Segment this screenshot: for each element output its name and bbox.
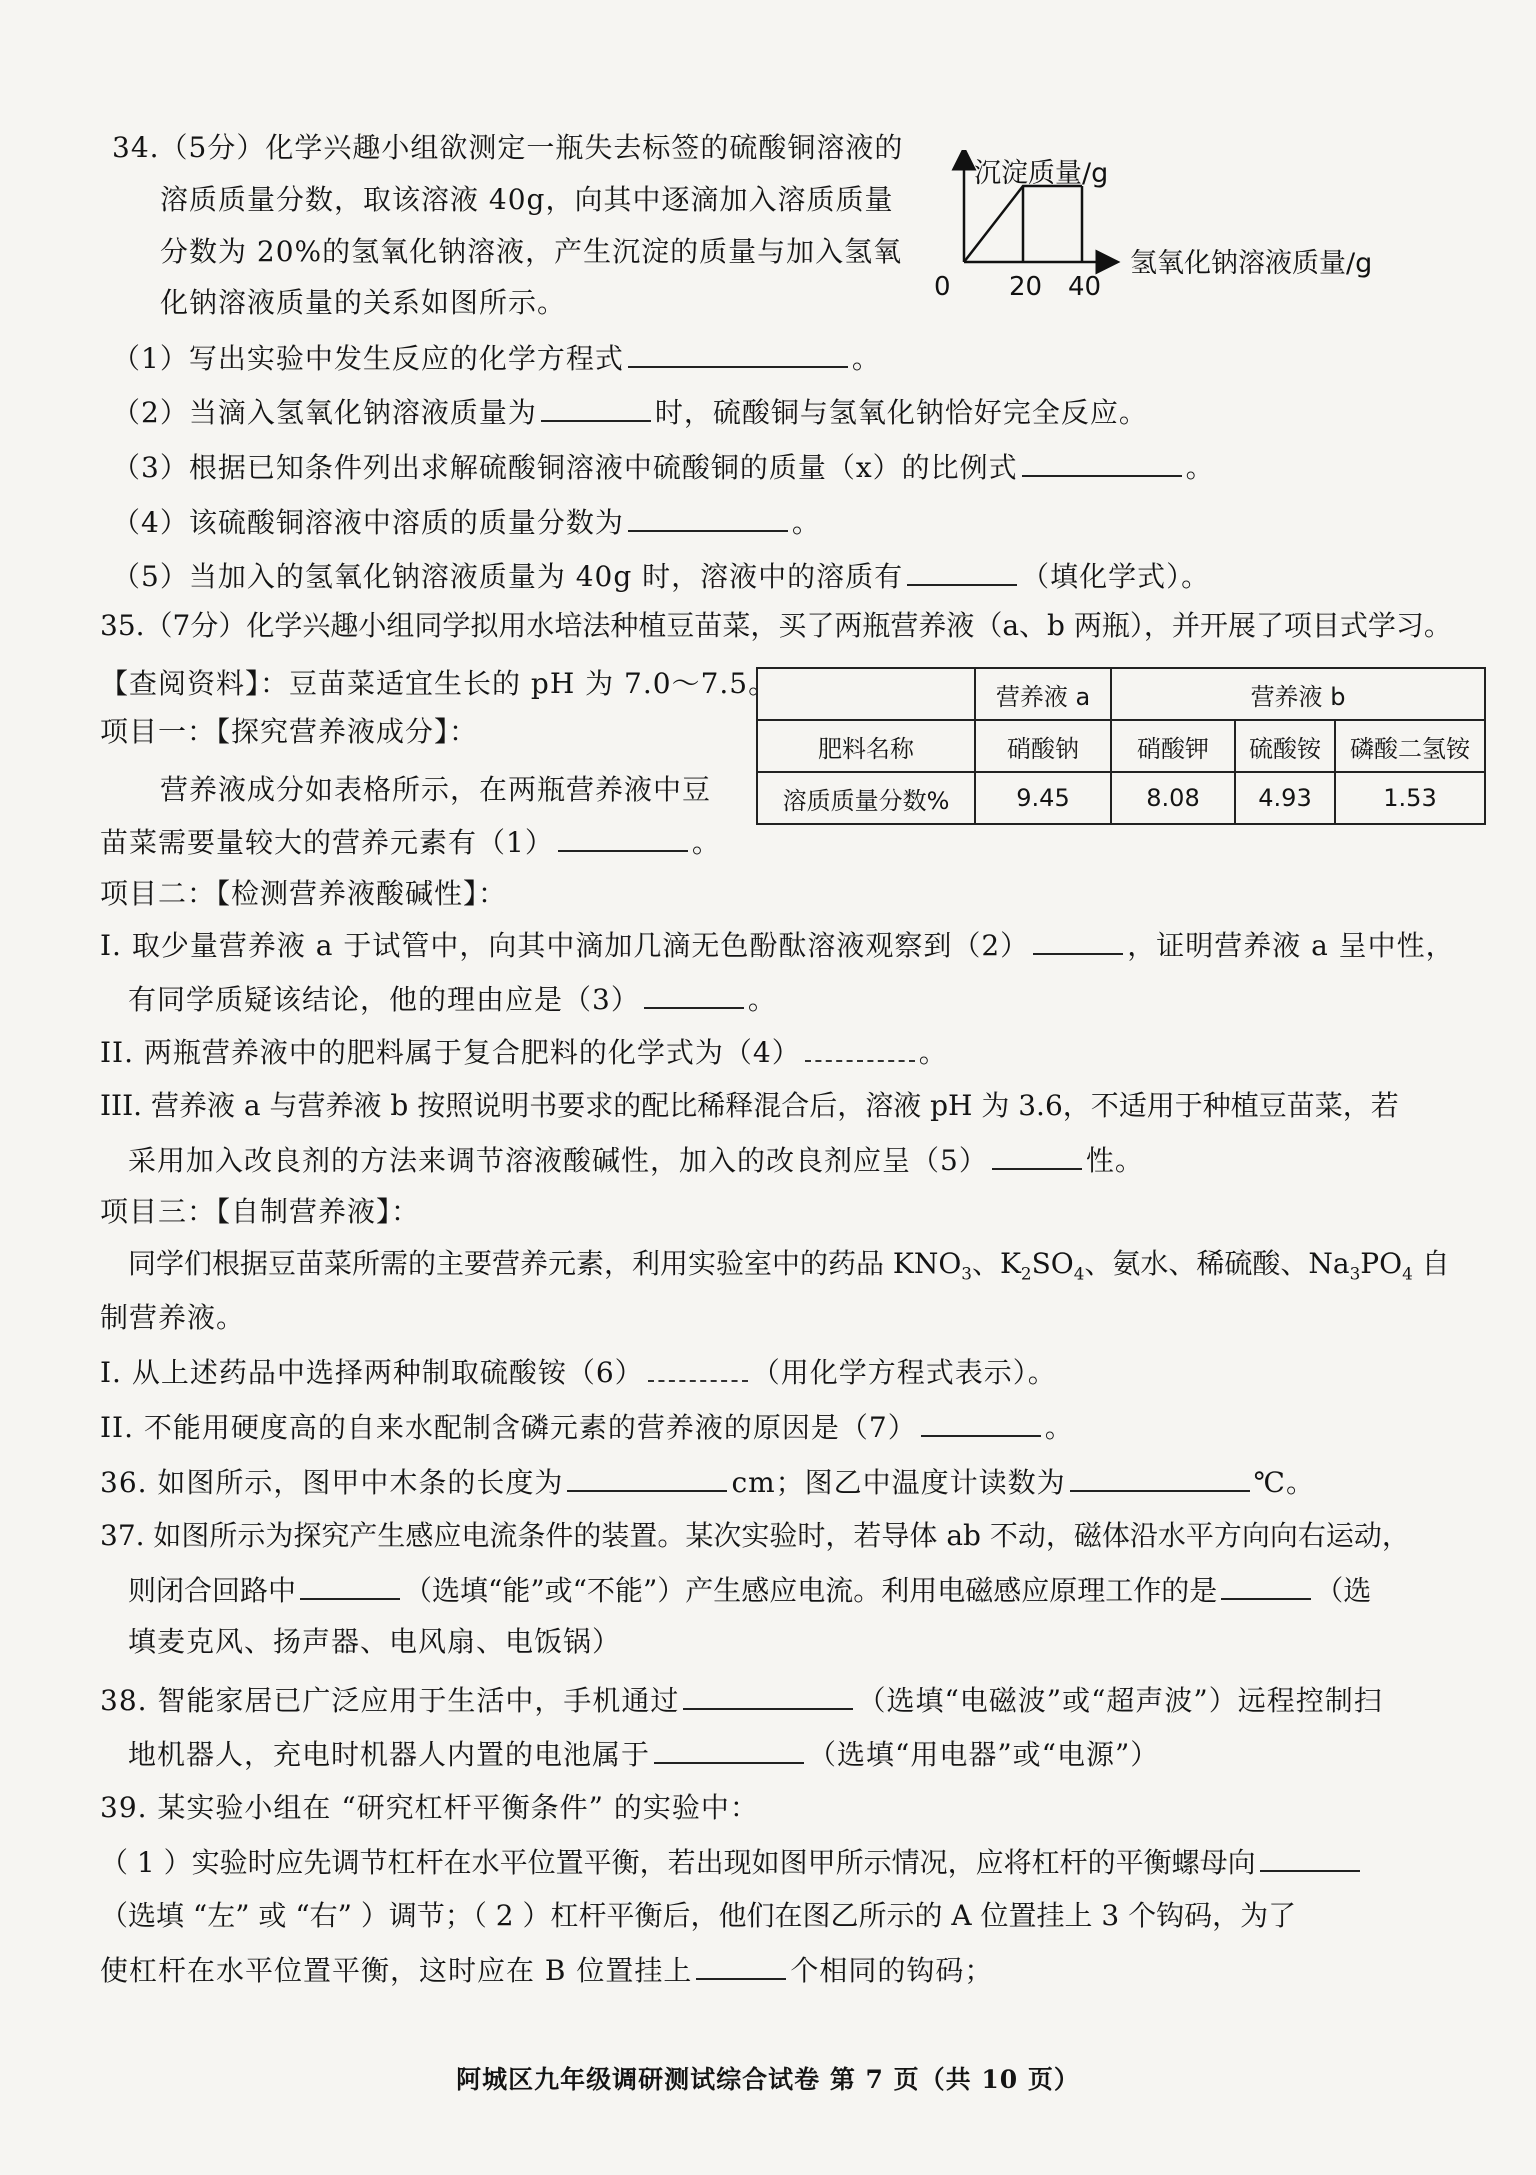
chart-x-tick-label: 20: [1009, 272, 1043, 302]
q35-line-1: 35.（7分）化学兴趣小组同学拟用水培法种植豆苗菜，买了两瓶营养液（a、b 两瓶），并开展了项目式学习。: [100, 609, 1452, 642]
q35-project-2-iii: III. 营养液 a 与营养液 b 按照说明书要求的配比稀释混合后，溶液 pH 为 3.6，不适用于种植豆苗菜，若: [100, 1089, 1399, 1122]
table-cell: 磷酸二氢铵: [1335, 720, 1485, 772]
table-row: [757, 772, 1485, 824]
q35-project-3-title: 项目三：【自制营养液】：: [100, 1195, 421, 1228]
q35-project-2-ii: II. 两瓶营养液中的肥料属于复合肥料的化学式为（4） 。: [100, 1032, 948, 1073]
q39-blank-1: [1260, 1842, 1360, 1872]
q39-line-4: 使杠杆在水平位置平衡，这时应在 B 位置挂上 个相同的钩码；: [100, 1950, 993, 1991]
q38-line-2: 地机器人，充电时机器人内置的电池属于 （选填“用电器”或“电源”）: [128, 1734, 1159, 1775]
q38-line-1: 38. 智能家居已广泛应用于生活中，手机通过 （选填“电磁波”或“超声波”）远程控制扫: [100, 1680, 1383, 1721]
q34-sub-2: （2）当滴入氢氧化钠溶液质量为 时，硫酸铜与氢氧化钠恰好完全反应。: [112, 392, 1148, 433]
q35-project-3-line-1: 同学们根据豆苗菜所需的主要营养元素，利用实验室中的药品 $KNO_3$、$K_2SO_4$、氨水、稀硫酸、$Na_3PO_4$ 自: [128, 1247, 1450, 1284]
q39-line-3: （选填 “左” 或 “右” ）调节；（ 2 ）杠杆平衡后，他们在图乙所示的 A 位置挂上 3 个钩码，为了: [100, 1899, 1297, 1932]
q37-line-1: 37. 如图所示为探究产生感应电流条件的装置。某次实验时，若导体 ab 不动，磁体沿水平方向向右运动，: [100, 1519, 1410, 1552]
q36-blank-1: [567, 1462, 727, 1492]
q35-blank-2: [1033, 925, 1123, 955]
q34-sub-5: （5）当加入的氢氧化钠溶液质量为 40g 时，溶液中的溶质有 （填化学式）。: [112, 556, 1210, 597]
precipitate-chart: [930, 150, 1410, 310]
q34-blank-2: [541, 392, 651, 422]
table-cell: 1.53: [1335, 772, 1485, 824]
q35-project-1-line-1: 营养液成分如表格所示，在两瓶营养液中豆: [160, 773, 712, 806]
table-cell: 9.45: [975, 772, 1111, 824]
q35-blank-3: [644, 979, 744, 1009]
q39-line-2: （ 1 ）实验时应先调节杠杆在水平位置平衡，若出现如图甲所示情况，应将杠杆的平衡螺母向: [100, 1842, 1364, 1883]
q34-blank-4: [628, 502, 788, 532]
q35-project-3-ii: II. 不能用硬度高的自来水配制含磷元素的营养液的原因是（7） 。: [100, 1407, 1074, 1448]
q35-project-2-iii-cont: 采用加入改良剂的方法来调节溶液酸碱性，加入的改良剂应呈（5） 性。: [128, 1140, 1144, 1181]
q34-blank-5: [907, 556, 1017, 586]
q38-blank-1: [683, 1680, 853, 1710]
q37-line-3: 填麦克风、扬声器、电风扇、电饭锅）: [128, 1625, 622, 1658]
q39-blank-2: [696, 1950, 786, 1980]
q35-project-1-line-2: 苗菜需要量较大的营养元素有（1） 。: [100, 822, 721, 863]
q35-reference: 【查阅资料】：豆苗菜适宜生长的 pH 为 7.0～7.5。: [100, 667, 778, 700]
q34-sub-3: （3）根据已知条件列出求解硫酸铜溶液中硫酸铜的质量（x）的比例式 。: [112, 447, 1215, 488]
q35-blank-1: [558, 822, 688, 852]
table-cell: 硝酸钾: [1111, 720, 1235, 772]
q37-blank-2: [1221, 1570, 1311, 1600]
q35-blank-7: [921, 1407, 1041, 1437]
q34-line-2: 溶质质量分数，取该溶液 40g，向其中逐滴加入溶质质量: [160, 183, 894, 216]
page-footer: 阿城区九年级调研测试综合试卷 第 7 页（共 10 页）: [456, 2065, 1080, 2094]
q37-blank-1: [300, 1570, 400, 1600]
q38-blank-2: [654, 1734, 804, 1764]
q37-line-2: 则闭合回路中 （选填“能”或“不能”）产生感应电流。利用电磁感应原理工作的是 （选: [128, 1570, 1371, 1611]
table-row: [757, 668, 1485, 720]
q34-line-3: 分数为 20%的氢氧化钠溶液，产生沉淀的质量与加入氢氧: [160, 235, 903, 268]
q35-project-2-i-cont: 有同学质疑该结论，他的理由应是（3） 。: [128, 979, 777, 1020]
q39-line-1: 39. 某实验小组在 “研究杠杆平衡条件” 的实验中：: [100, 1791, 759, 1824]
q35-blank-5: [992, 1140, 1082, 1170]
q34-sub-4: （4）该硫酸铜溶液中溶质的质量分数为 。: [112, 502, 821, 543]
table-header-a: 营养液 a: [975, 668, 1111, 720]
q35-project-3-line-2: 制营养液。: [100, 1301, 246, 1334]
q35-project-2-i: I. 取少量营养液 a 于试管中，向其中滴加几滴无色酚酞溶液观察到（2） ，证明营养液 a 呈中性，: [100, 925, 1455, 966]
chart-y-label: 沉淀质量/g: [974, 158, 1109, 189]
q34-blank-3: [1022, 447, 1182, 477]
q35-project-1-title: 项目一：【探究营养液成分】：: [100, 715, 479, 748]
q34-line-4: 化钠溶液质量的关系如图所示。: [160, 286, 567, 319]
q36-blank-2: [1070, 1462, 1250, 1492]
q34-sub-1: （1）写出实验中发生反应的化学方程式 。: [112, 338, 881, 379]
q35-blank-4: [805, 1032, 915, 1062]
table-cell: 4.93: [1235, 772, 1335, 824]
q36: 36. 如图所示，图甲中木条的长度为 cm；图乙中温度计读数为 ℃。: [100, 1462, 1315, 1503]
q35-project-2-title: 项目二：【检测营养液酸碱性】：: [100, 877, 508, 910]
table-cell: 硫酸铵: [1235, 720, 1335, 772]
table-row: [757, 720, 1485, 772]
nutrient-table: [756, 667, 1486, 825]
q35-blank-6: [648, 1352, 748, 1382]
table-cell: 8.08: [1111, 772, 1235, 824]
chart-x-label: 氢氧化钠溶液质量/g: [1130, 248, 1373, 279]
table-cell: 硝酸钠: [975, 720, 1111, 772]
q35-project-3-i: I. 从上述药品中选择两种制取硫酸铵（6） （用化学方程式表示）。: [100, 1352, 1057, 1393]
q34-blank-1: [628, 338, 848, 368]
table-header-b: 营养液 b: [1111, 668, 1485, 720]
chart-x-tick-label: 0: [934, 272, 951, 302]
q34-line-1: 34.（5分）化学兴趣小组欲测定一瓶失去标签的硫酸铜溶液的: [112, 131, 904, 164]
table-row-label: 溶质质量分数%: [757, 772, 975, 824]
chart-x-tick-label: 40: [1068, 272, 1102, 302]
table-row-label: 肥料名称: [757, 720, 975, 772]
